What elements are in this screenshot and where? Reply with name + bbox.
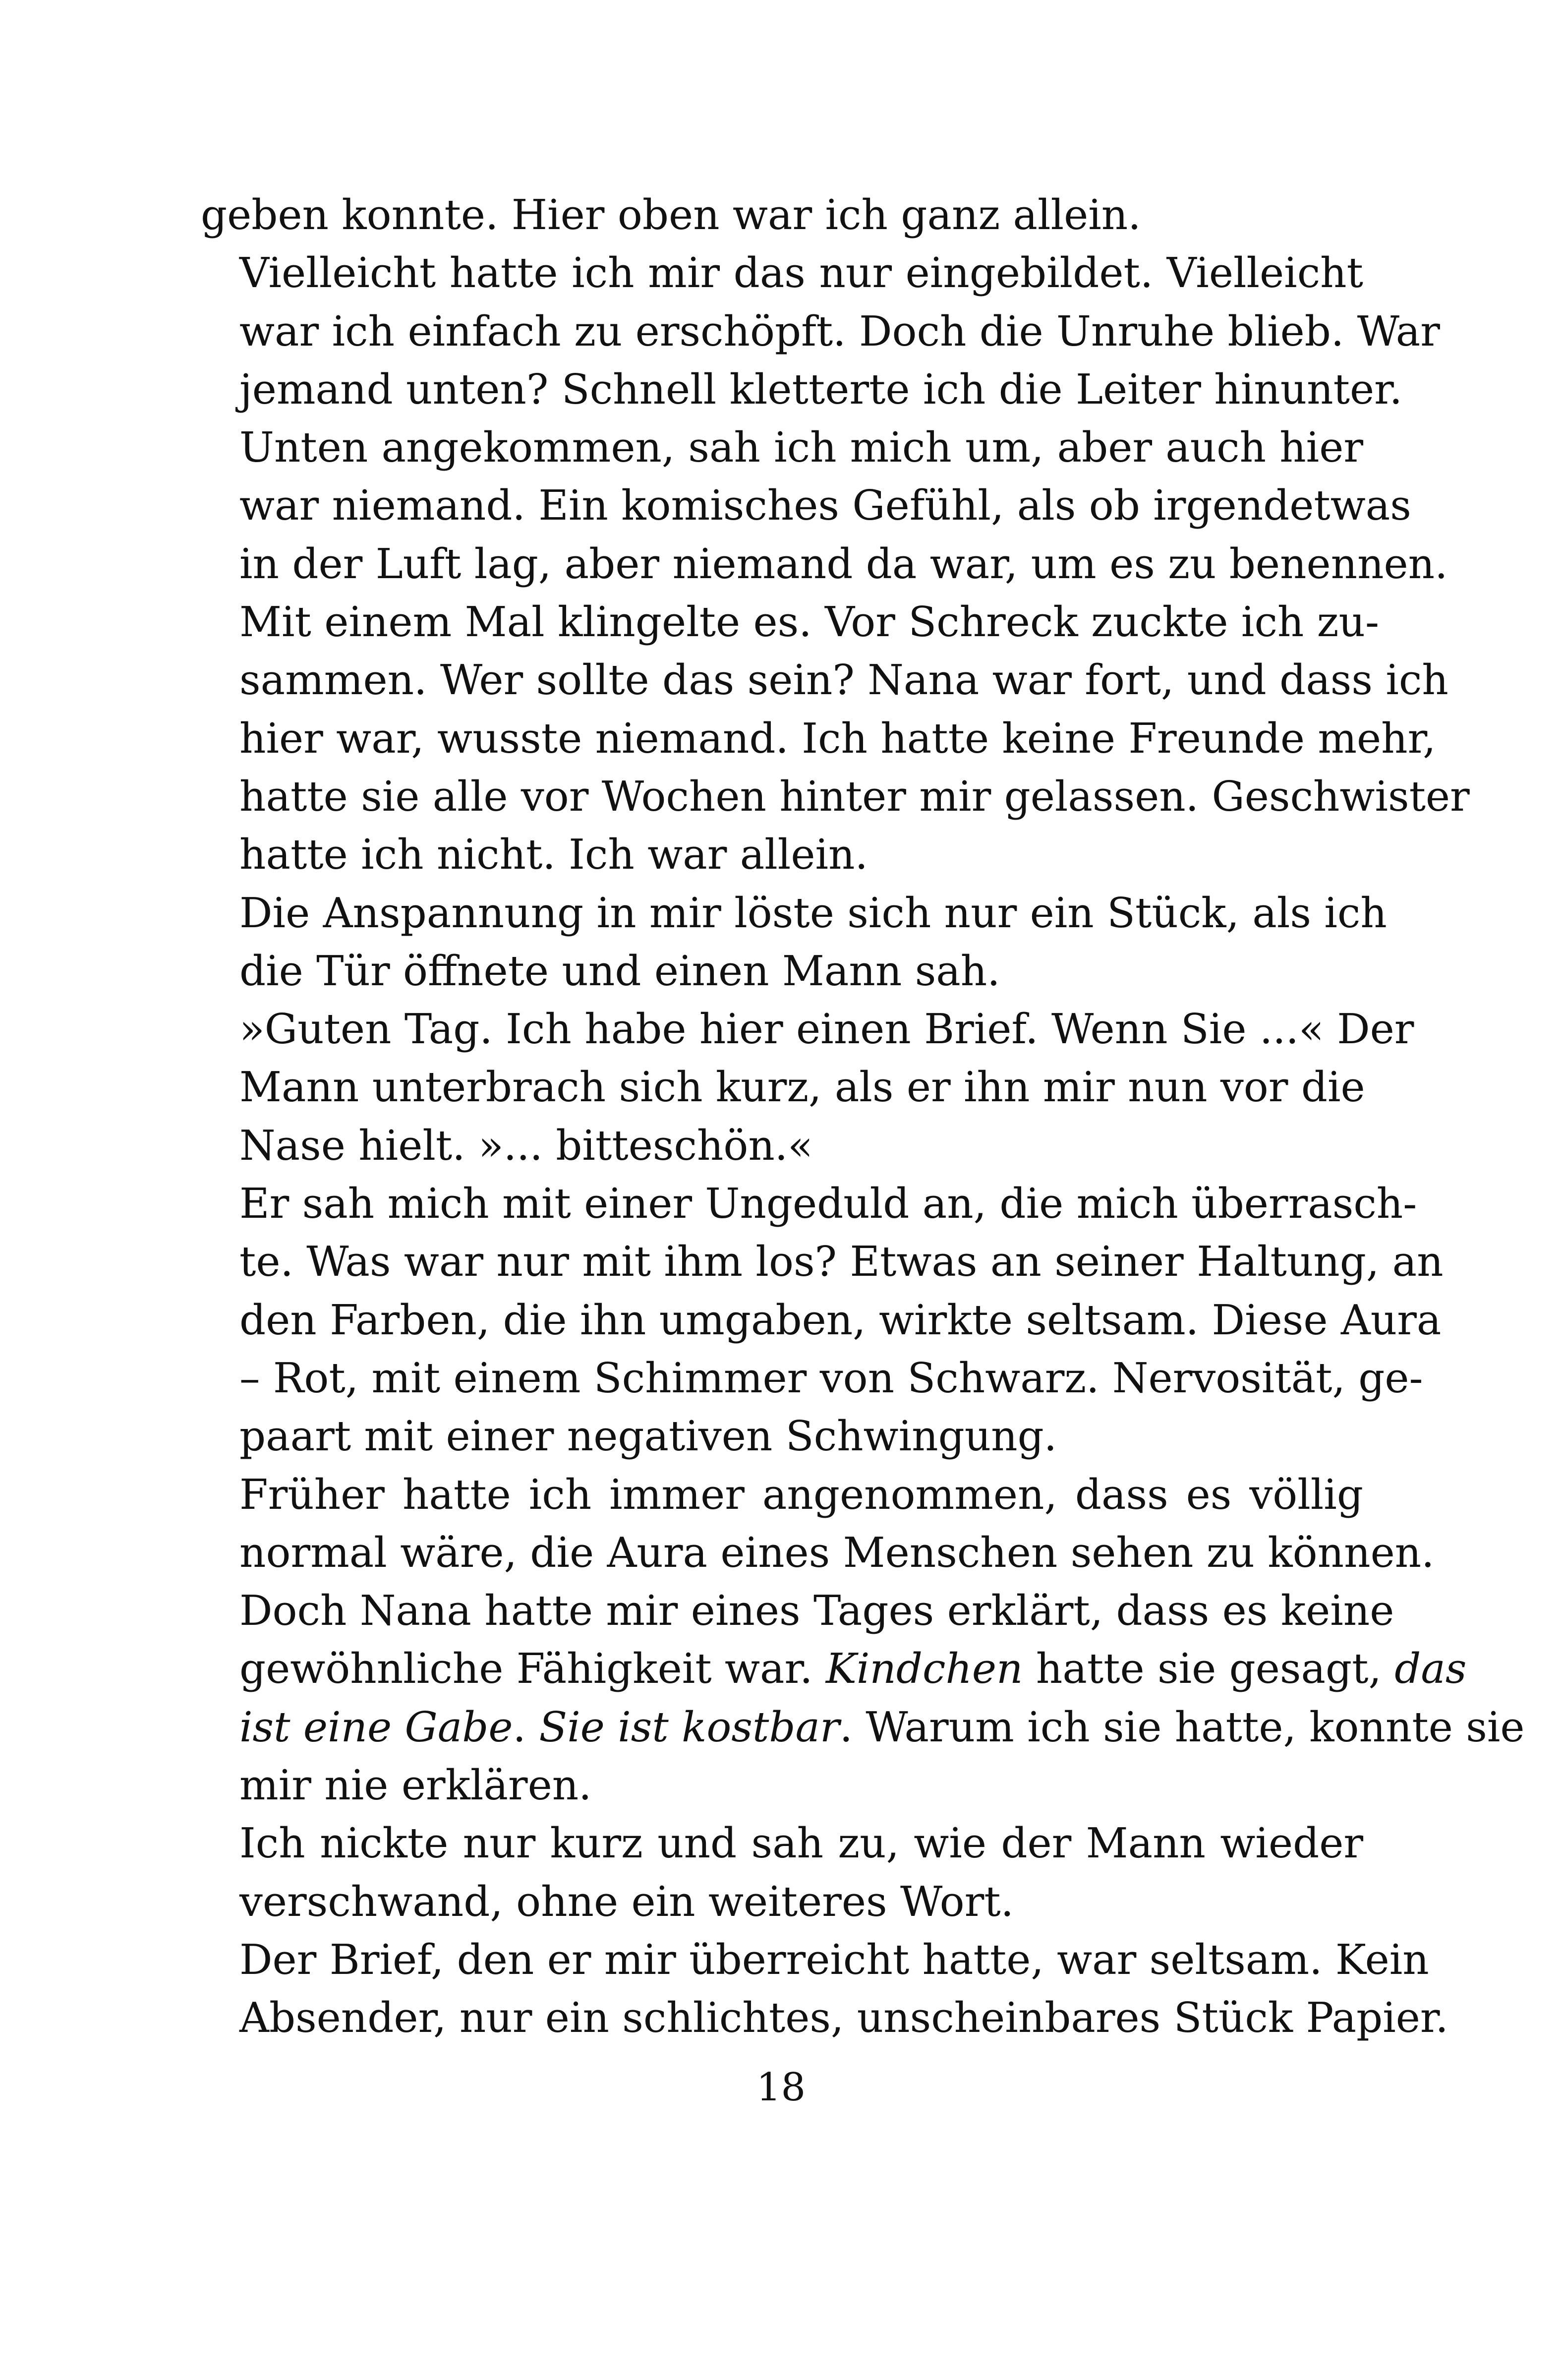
body-text [201,186,1525,2047]
text-line: Mit einem Mal klingelte es. Vor Schreck zuckte ich zu- [239,598,1379,647]
text-line: te. Was war nur mit ihm los? Etwas an seiner Haltung, an [239,1238,1444,1286]
text-run: gewöhnliche Fähigkeit war. [239,1645,826,1693]
text-line: hatte ich nicht. Ich war allein. [239,831,868,879]
text-line: Die Anspannung in mir löste sich nur ein Stück, als ich [239,889,1387,937]
paragraph-2 [201,244,1440,418]
text-line: Ich nickte nur kurz und sah zu, wie der Mann wieder [239,1819,1363,1868]
italic-text: ist eine Gabe [239,1703,513,1751]
italic-text: Sie ist kostbar [539,1703,840,1751]
text-line: mir nie erklären. [239,1761,592,1810]
paragraph-7 [201,1175,1444,1465]
text-line: – Rot, mit einem Schimmer von Schwarz. Nervosität, ge- [239,1354,1423,1402]
paragraph-10 [201,1931,1448,2047]
paragraph-4 [201,593,1470,884]
page-number: 18 [756,2065,806,2110]
text-run: hatte sie gesagt, [1023,1645,1395,1693]
paragraph-1 [201,186,1363,244]
text-line: Doch Nana hatte mir eines Tages erklärt, dass es keine [239,1587,1394,1635]
text-line: Mann unterbrach sich kurz, als er ihn mir nun vor die [239,1063,1365,1112]
text-run: . [513,1703,539,1751]
text-line: den Farben, die ihn umgaben, wirkte seltsam. Diese Aura [239,1296,1442,1344]
text-line-mixed [201,1640,1467,1698]
text-line: jemand unten? Schnell kletterte ich die Leiter hinunter. [239,365,1403,414]
text-line: hatte sie alle vor Wochen hinter mir gelassen. Geschwister [239,772,1470,821]
text-line: Der Brief, den er mir überreicht hatte, war seltsam. Kein [239,1935,1429,1984]
text-line: die Tür öffnete und einen Mann sah. [239,947,1000,995]
text-line: verschwand, ohne ein weiteres Wort. [239,1877,1014,1926]
text-line: sammen. Wer sollte das sein? Nana war fort, und dass ich [239,656,1448,705]
text-line: Nase hielt. »... bitteschön.« [239,1121,813,1170]
text-line: »Guten Tag. Ich habe hier einen Brief. Wenn Sie ...« Der [239,1005,1414,1054]
paragraph-9 [201,1814,1363,1931]
paragraph-3 [201,418,1448,593]
paragraph-6 [201,1000,1414,1175]
text-line: normal wäre, die Aura eines Menschen sehen zu können. [239,1528,1435,1577]
paragraph-5 [201,884,1387,1001]
text-run: . Warum ich sie hatte, konnte sie [839,1703,1525,1751]
paragraph-8 [201,1466,1525,1815]
text-line-mixed [201,1698,1525,1756]
text-line: Absender, nur ein schlichtes, unscheinbares Stück Papier. [239,1994,1448,2042]
text-line: Unten angekommen, sah ich mich um, aber auch hier [239,423,1363,472]
text-line: geben konnte. Hier oben war ich ganz allein. [201,191,1141,239]
text-line: Er sah mich mit einer Ungeduld an, die mich überrasch- [239,1180,1417,1228]
text-line: Vielleicht hatte ich mir das nur eingebildet. Vielleicht [239,249,1363,298]
text-line: war ich einfach zu erschöpft. Doch die Unruhe blieb. War [239,307,1440,356]
text-line: Früher hatte ich immer angenommen, dass es völlig [239,1470,1363,1519]
text-line: war niemand. Ein komisches Gefühl, als ob irgendetwas [239,481,1411,530]
italic-text: das [1394,1645,1467,1693]
text-line: hier war, wusste niemand. Ich hatte keine Freunde mehr, [239,714,1436,763]
text-line: in der Luft lag, aber niemand da war, um es zu benennen. [239,539,1448,588]
italic-text: Kindchen [825,1645,1023,1693]
text-line: paart mit einer negativen Schwingung. [239,1412,1057,1461]
